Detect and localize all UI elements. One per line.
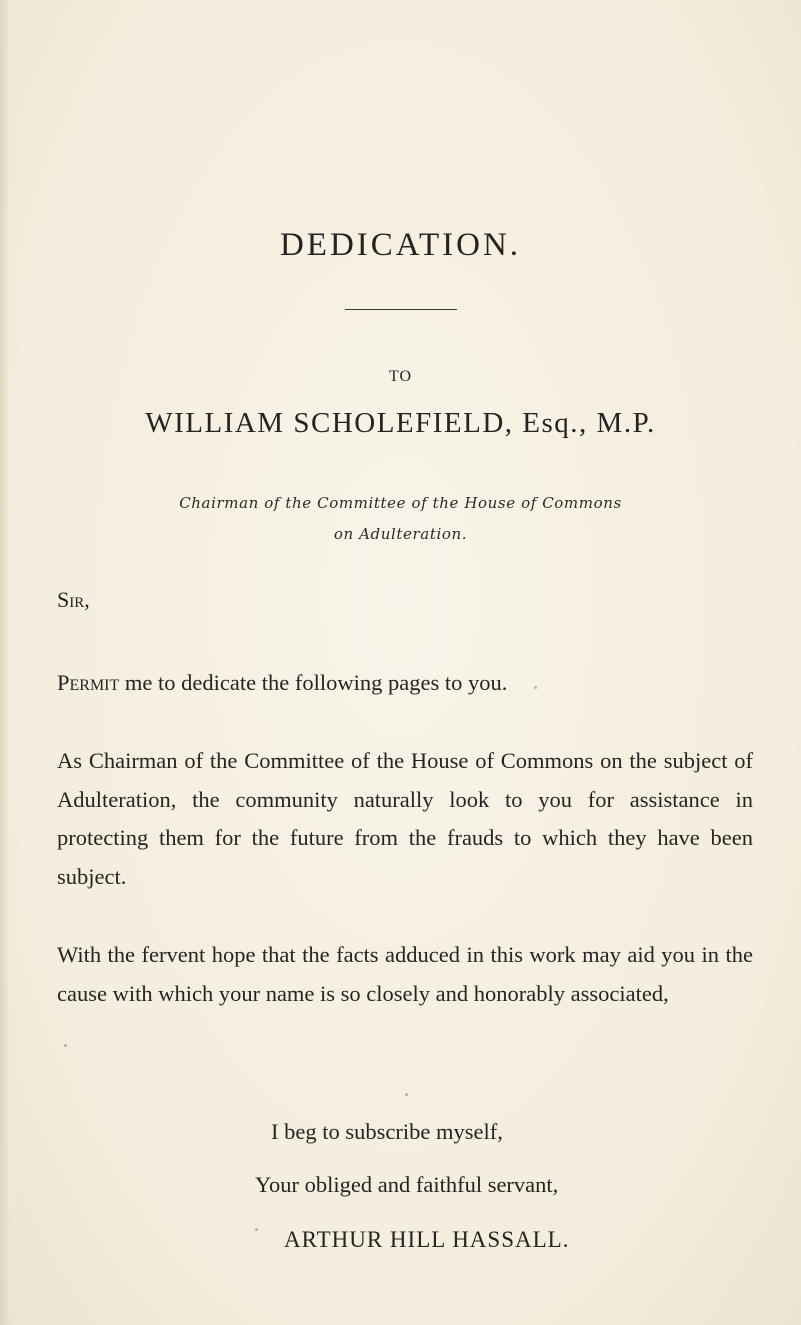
paper-speck (64, 1044, 67, 1047)
paragraph-1-text: me to dedicate the following pages to you. (119, 670, 508, 695)
paragraph-1-lead: Permit (57, 670, 120, 695)
dedicatee-name: WILLIAM SCHOLEFIELD, Esq., M.P. (145, 407, 656, 439)
dedicatee-title-line-2: on Adulteration. (333, 525, 468, 543)
paragraph-1 (57, 664, 753, 703)
closing-line-2: Your obliged and faithful servant, (255, 1172, 559, 1197)
signature: ARTHUR HILL HASSALL. (284, 1227, 570, 1252)
paragraph-3: With the fervent hope that the facts adduced in this work may aid you in the cause with which your name is so closely and honorably associated, (57, 942, 753, 1006)
paper-speck (255, 1228, 258, 1231)
closing-line-1: I beg to subscribe myself, (271, 1119, 503, 1144)
to-label: TO (388, 368, 413, 385)
dedicatee-title-line-1: Chairman of the Committee of the House of Commons (179, 494, 622, 512)
paper-speck (405, 1093, 408, 1096)
salutation: Sir, (57, 587, 90, 612)
heading-rule (345, 309, 457, 310)
page-heading: DEDICATION. (279, 227, 522, 263)
paragraph-2: As Chairman of the Committee of the House of Commons on the subject of Adulteration, the community naturally look to you for assistance in protecting them for the future from the frauds to which they have been subject. (57, 748, 753, 889)
paper-speck (534, 686, 537, 689)
